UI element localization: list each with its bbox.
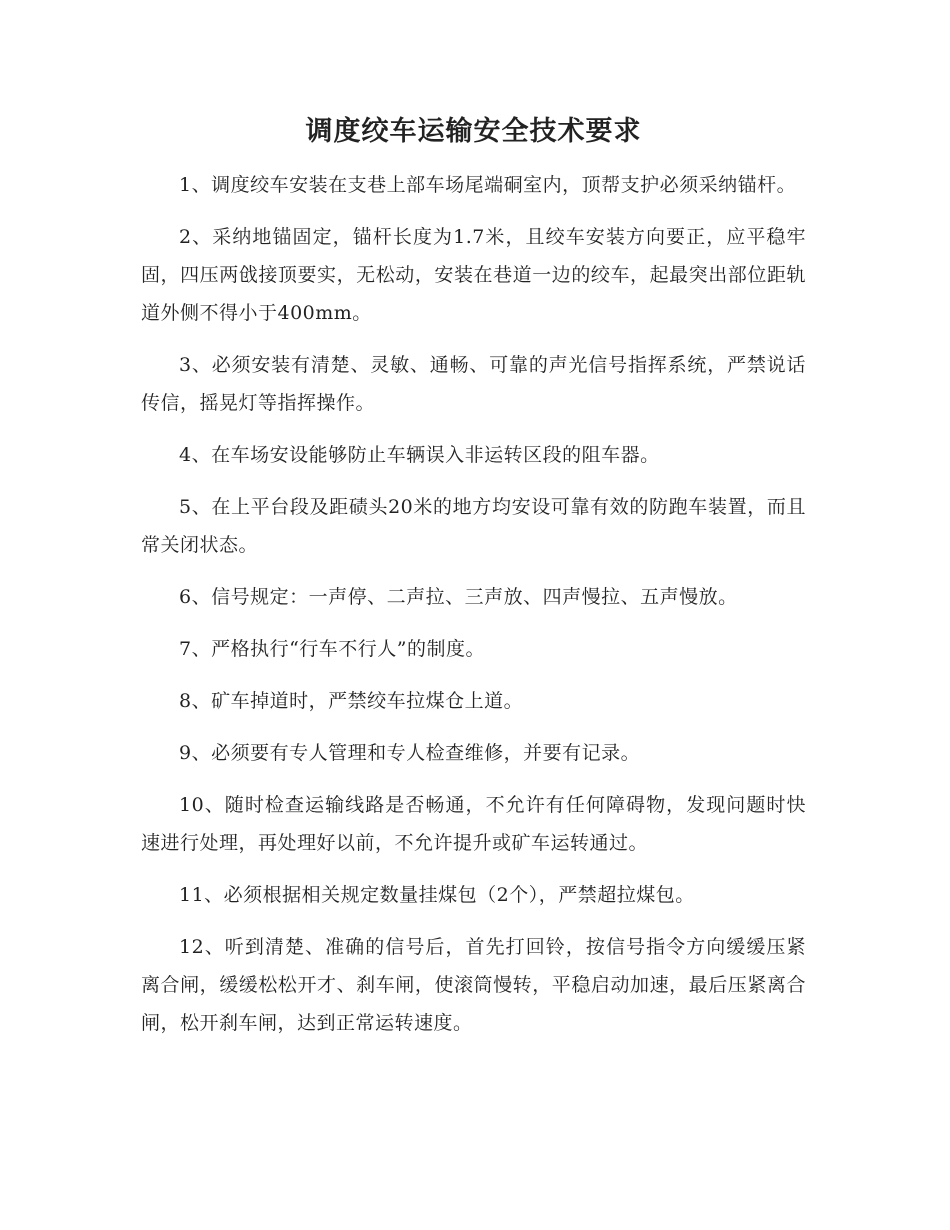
document-page — [141, 112, 806, 1056]
paragraph-11: 11、必须根据相关规定数量挂煤包（2个），严禁超拉煤包。 — [179, 884, 695, 906]
paragraph-3: 3、必须安装有清楚、灵敏、通畅、可靠的声光信号指挥系统，严禁说话传信，摇晃灯等指挥操作。 — [141, 354, 806, 414]
paragraph-7: 7、严格执行“行车不行人”的制度。 — [179, 638, 486, 660]
paragraph-6: 6、信号规定：一声停、二声拉、三声放、四声慢拉、五声慢放。 — [179, 586, 738, 608]
paragraph-2: 2、采纳地锚固定，锚杆长度为1.7米，且绞车安装方向要正，应平稳牢固，四压两戗接顶要实，无松动，安装在巷道一边的绞车，起最突出部位距轨道外侧不得小于400mm。 — [141, 226, 806, 324]
paragraph-9: 9、必须要有专人管理和专人检查维修，并要有记录。 — [179, 742, 641, 764]
document-title: 调度绞车运输安全技术要求 — [305, 116, 642, 147]
paragraph-10: 10、随时检查运输线路是否畅通，不允许有任何障碍物，发现问题时快速进行处理，再处理好以前，不允许提升或矿车运转通过。 — [141, 794, 806, 854]
paragraph-5: 5、在上平台段及距碛头20米的地方均安设可靠有效的防跑车装置，而且常关闭状态。 — [141, 496, 806, 556]
paragraph-8: 8、矿车掉道时，严禁绞车拉煤仓上道。 — [179, 690, 524, 712]
paragraph-4: 4、在车场安设能够防止车辆误入非运转区段的阻车器。 — [179, 444, 660, 466]
paragraph-1: 1、调度绞车安装在支巷上部车场尾端硐室内，顶帮支护必须采纳锚杆。 — [179, 174, 797, 196]
paragraph-12: 12、听到清楚、准确的信号后，首先打回铃，按信号指令方向缓缓压紧离合闸，缓缓松松开才、刹车闸，使滚筒慢转，平稳启动加速，最后压紧离合闸，松开刹车闸，达到正常运转速度。 — [141, 936, 806, 1034]
